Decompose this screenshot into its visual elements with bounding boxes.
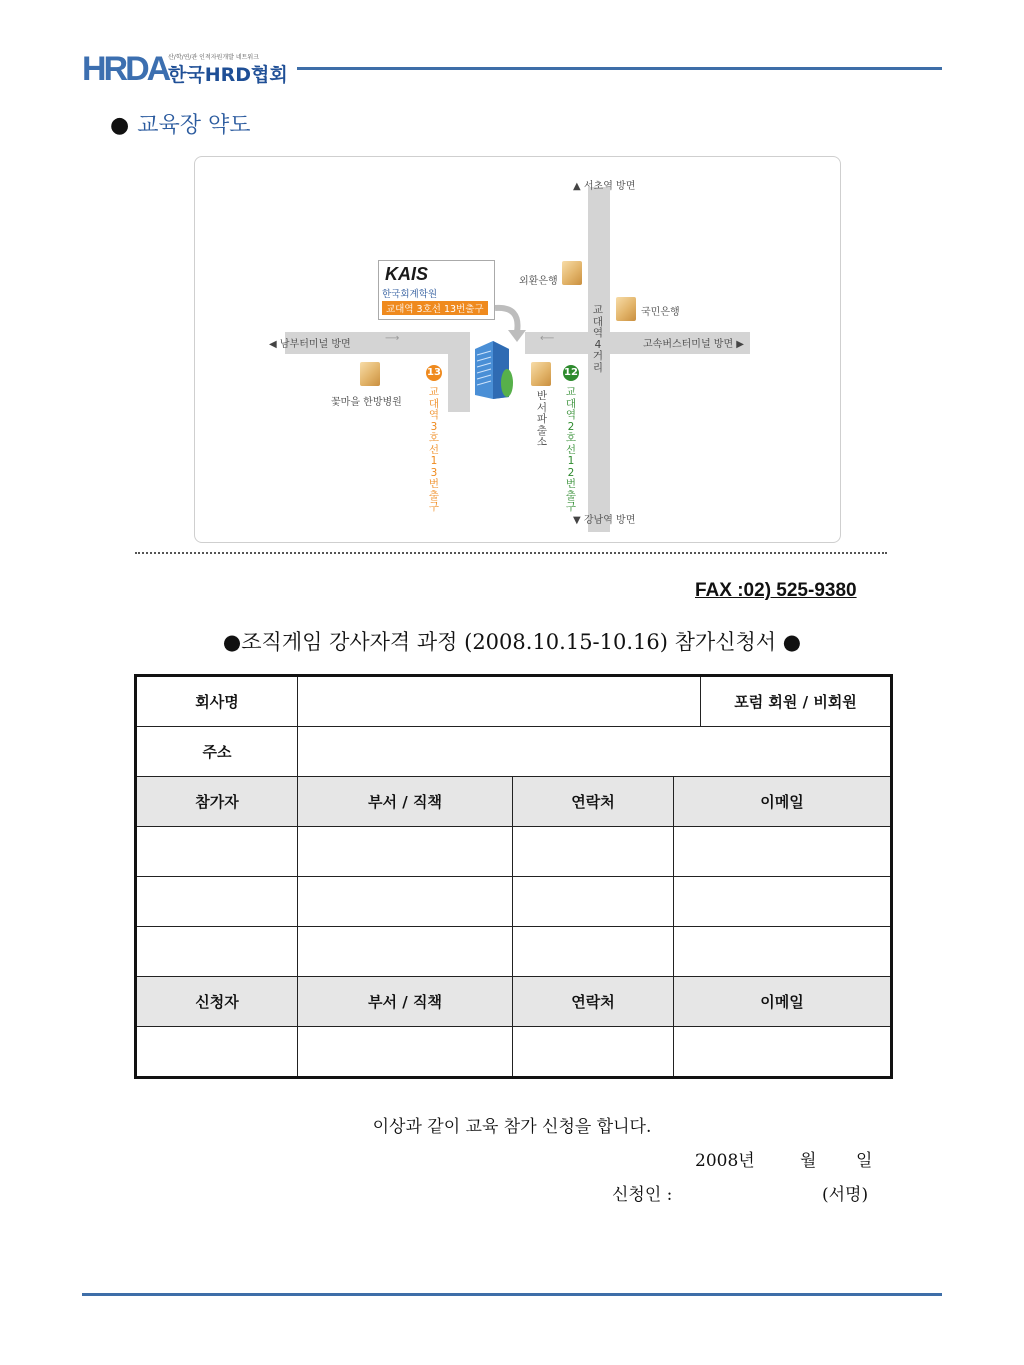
applicant-header: 신청자 xyxy=(136,977,298,1027)
section-title xyxy=(110,108,250,139)
registration-form-table xyxy=(134,674,893,1079)
exit-12-marker: 12 xyxy=(561,363,581,383)
date-day: 일 xyxy=(856,1151,873,1171)
kais-sign xyxy=(378,260,495,320)
applicant-name-cell[interactable] xyxy=(136,1027,298,1078)
exit-12-label: 교대역2호선12번출구 xyxy=(565,386,577,513)
address-label: 주소 xyxy=(136,727,298,777)
email-cell[interactable] xyxy=(674,1027,892,1078)
intersection-label: 교대역4거리 xyxy=(592,304,604,374)
applicant-header-row xyxy=(136,977,892,1027)
email-cell[interactable] xyxy=(674,827,892,877)
kais-name: KAIS xyxy=(385,264,429,284)
date-month: 월 xyxy=(800,1151,817,1171)
road-side xyxy=(448,332,470,412)
west-direction: ◀ 남부터미널 방면 xyxy=(269,339,351,350)
exit-13-marker: 13 xyxy=(424,363,444,383)
department-cell[interactable] xyxy=(298,877,513,927)
participant-name-cell[interactable] xyxy=(136,827,298,877)
table-row xyxy=(136,827,892,877)
police-label: 반서파출소 xyxy=(536,390,548,448)
east-arrow: ⟵ xyxy=(540,333,555,344)
participant-header: 참가자 xyxy=(136,777,298,827)
header-rule xyxy=(297,67,942,70)
south-direction: ▼ 강남역 방면 xyxy=(573,515,636,526)
date-line xyxy=(0,1146,1024,1170)
dotted-divider xyxy=(135,552,887,554)
bank-kookmin-label: 국민은행 xyxy=(641,307,680,318)
west-arrow: ⟶ xyxy=(385,333,400,344)
address-input[interactable] xyxy=(298,727,892,777)
table-row xyxy=(136,1027,892,1078)
location-map xyxy=(194,156,841,543)
participant-name-cell[interactable] xyxy=(136,877,298,927)
hospital-label: 꽃마을 한방병원 xyxy=(331,397,402,408)
bank-foreign-label: 외환은행 xyxy=(519,276,558,287)
building-icon xyxy=(562,261,582,285)
logo-mark: HRDA xyxy=(82,50,169,88)
exit-13-label: 교대역3호선13번출구 xyxy=(428,386,440,513)
signature-label: (서명) xyxy=(822,1185,869,1205)
east-direction: 고속버스터미널 방면 ▶ xyxy=(643,339,744,350)
building-icon xyxy=(360,362,380,386)
email-cell[interactable] xyxy=(674,927,892,977)
fax-number: FAX :02) 525-9380 xyxy=(695,580,857,601)
kais-exit-label: 교대역 3호선 13번출구 xyxy=(382,301,488,315)
contact-cell[interactable] xyxy=(513,827,674,877)
table-row xyxy=(136,676,892,727)
contact-cell[interactable] xyxy=(513,1027,674,1078)
department-cell[interactable] xyxy=(298,1027,513,1078)
office-building-icon xyxy=(473,339,513,399)
north-direction: ▲ 서초역 방면 xyxy=(573,181,636,192)
date-year: 2008년 xyxy=(695,1151,755,1171)
applicant-label: 신청인 : xyxy=(612,1185,673,1205)
contact-header: 연락처 xyxy=(513,977,674,1027)
company-input[interactable] xyxy=(298,676,701,727)
bullet-icon: ● xyxy=(110,113,130,138)
confirmation-text: 이상과 같이 교육 참가 신청을 합니다. xyxy=(372,1117,652,1137)
department-cell[interactable] xyxy=(298,927,513,977)
department-header: 부서 / 직책 xyxy=(298,777,513,827)
email-header: 이메일 xyxy=(674,977,892,1027)
curved-arrow-icon xyxy=(491,302,527,344)
contact-header: 연락처 xyxy=(513,777,674,827)
membership-option[interactable]: 포럼 회원 / 비회원 xyxy=(701,676,892,727)
contact-cell[interactable] xyxy=(513,927,674,977)
email-header: 이메일 xyxy=(674,777,892,827)
logo-tagline: 산/학/연/관 인적자원개발 네트워크 xyxy=(168,54,260,61)
email-cell[interactable] xyxy=(674,877,892,927)
hrda-logo xyxy=(82,50,288,90)
building-icon xyxy=(531,362,551,386)
footer-rule xyxy=(82,1293,942,1296)
department-cell[interactable] xyxy=(298,827,513,877)
section-title-text: 교육장 약도 xyxy=(137,113,251,138)
kais-subtitle: 한국회계학원 xyxy=(382,289,438,300)
form-title: ●조직게임 강사자격 과정 (2008.10.15-10.16) 참가신청서 ● xyxy=(222,630,802,654)
contact-cell[interactable] xyxy=(513,877,674,927)
participant-name-cell[interactable] xyxy=(136,927,298,977)
table-row xyxy=(136,727,892,777)
department-header: 부서 / 직책 xyxy=(298,977,513,1027)
table-row xyxy=(136,877,892,927)
participant-header-row xyxy=(136,777,892,827)
building-icon xyxy=(616,297,636,321)
company-label: 회사명 xyxy=(136,676,298,727)
logo-org-name: 한국HRD협회 xyxy=(168,64,288,86)
signature-line xyxy=(0,1180,1024,1204)
table-row xyxy=(136,927,892,977)
